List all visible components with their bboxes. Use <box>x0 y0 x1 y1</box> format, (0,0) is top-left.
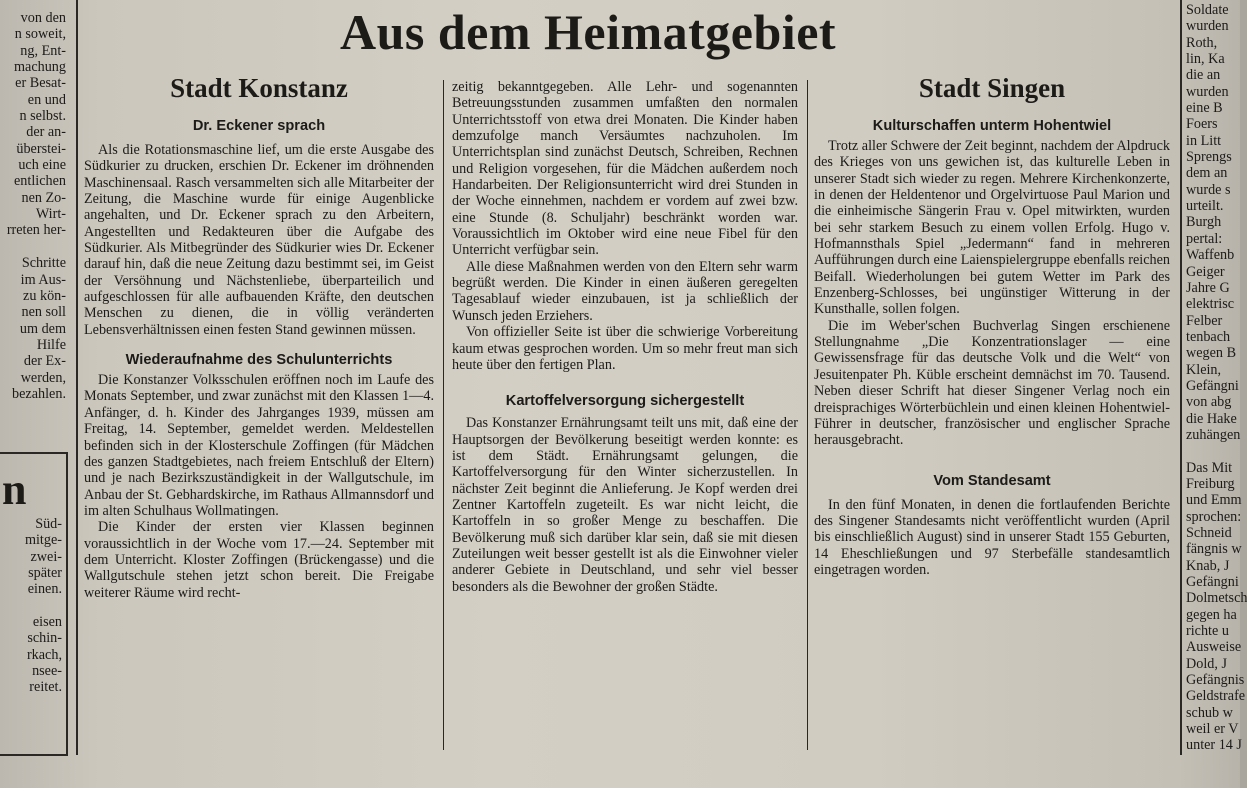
edge-text-line: im Aus- <box>20 271 66 288</box>
article-title-schulunterricht: Wiederaufnahme des Schulunterrichts <box>125 352 393 369</box>
column-rule <box>1180 0 1182 755</box>
edge-text-line: dem an <box>1186 165 1228 182</box>
column-singen <box>814 72 1170 762</box>
edge-text-line <box>0 239 66 255</box>
edge-text-line: reitet. <box>29 679 62 696</box>
edge-text-line: Freiburg <box>1186 475 1235 492</box>
left-edge-column <box>0 10 66 450</box>
edge-text-line: gegen ha <box>1186 606 1237 623</box>
edge-text-line: Felber <box>1186 312 1223 329</box>
edge-text-line: werden, <box>20 369 66 386</box>
edge-text-line <box>1186 443 1240 459</box>
edge-text-line: Süd- <box>35 516 62 532</box>
edge-text-line: eisen <box>32 614 62 631</box>
edge-text-line: um dem <box>19 320 66 337</box>
edge-text-line: nsee- <box>32 663 62 680</box>
edge-text-line: fängnis w <box>1186 541 1242 558</box>
page-title: Aus dem Heimatgebiet <box>340 4 837 60</box>
edge-text-line: von den <box>20 10 66 26</box>
edge-text-line: überstei- <box>16 140 66 157</box>
edge-text-line: Gefängni <box>1186 377 1239 394</box>
edge-text-line: Schritte <box>21 255 66 272</box>
edge-text-line: tenbach <box>1186 328 1231 345</box>
edge-text-line: Wirt- <box>35 206 66 223</box>
column-rule <box>807 80 808 750</box>
edge-text-line: Roth, <box>1186 34 1218 51</box>
section-heading-singen: Stadt Singen <box>918 73 1066 103</box>
article-body-schulunterricht-continued: zeitig bekanntgegeben. Alle Lehr- und sogenannten Betreuungsstunden zusammen umfaßten den normalen Unterrichtsstoff von etwa drei Monaten. Die Kinder haben demzufolge manch Versäumtes nachzuholen. Im Unterrichtsplan sind zunächst Deutsch, Schreiben, Rechnen und Religion vorgesehen, für die Mädchen außerdem noch Handarbeiten. Der Religionsunterricht wird drei Stunden in der Woche einnehmen, nachdem er vordem auf zwei bzw. eine Stunde (8. Schuljahr) beschränkt worden war. Voraussichtlich im Oktober wird eine neue Fibel für den Unterricht verfügbar sein. Alle diese Maßnahmen werden von den Eltern sehr warm begrüßt werden. Die Kinder in einen äußeren geregelten Tagesablauf wieder einzubauen, ist ja schließlich der Wunsch jeden Erziehers. Von offizieller Seite ist über die schwierige Vorbereitung kaum etwas gesprochen worden. Um so mehr freut man sich heute über den fertigen Plan. <box>452 79 798 373</box>
column-rule <box>76 0 78 755</box>
edge-text-line: wurden <box>1186 83 1229 100</box>
edge-text-line: Ausweise <box>1186 639 1242 656</box>
edge-text-line: Gefängnis <box>1186 672 1245 689</box>
article-title-standesamt: Vom Standesamt <box>933 472 1051 489</box>
edge-text-line: die an <box>1186 67 1221 84</box>
edge-text-line: wurde s <box>1186 181 1231 198</box>
edge-text-line: Das Mit <box>1186 459 1233 476</box>
edge-text-line: schin- <box>27 630 62 647</box>
edge-text-line: Foers <box>1186 116 1218 133</box>
edge-text-line: Gefängni <box>1186 574 1239 591</box>
edge-text-line: in Litt <box>1186 132 1222 149</box>
column-rule <box>443 80 444 750</box>
edge-text-line: zu kön- <box>23 287 66 304</box>
edge-text-line: wegen B <box>1186 345 1237 362</box>
edge-text-line: zwei- <box>30 548 62 565</box>
left-box-big-letter: n <box>2 465 27 514</box>
article-body-schulunterricht: Die Konstanzer Volksschulen eröffnen noch im Laufe des Monats September, und zwar zunächst mit den Klassen 1—4. Anfänger, d. h. Kinder des Jahrganges 1939, müssen am Freitag, 14. September, gemeldet werden. Meldestellen befinden sich in der Klosterschule Zoffingen (für Mädchen des ganzen Stadtgebietes, nach freiem Entschluß der Eltern) und je nach Bezirkszuständigkeit in der Wallgutschule, im Anbau der St. Gebhardskirche, im Rathaus Allmannsdorf und im alten Schulhaus Wollmatingen. Die Kinder der ersten vier Klassen beginnen voraussichtlich in der Woche vom 17.—24. September mit dem Unterricht. Kloster Zoffingen (Brückengasse) und die Wallgutschule stehen jetzt schon bereit. Die Freigabe weiterer Räume wird recht- <box>84 372 434 601</box>
edge-text-line: zuhängen <box>1186 426 1241 443</box>
edge-text-line: Soldate <box>1186 2 1229 18</box>
article-title-eckener: Dr. Eckener sprach <box>192 118 326 134</box>
edge-text-line: rreten her- <box>6 222 66 239</box>
edge-text-line: unter 14 J <box>1186 737 1242 754</box>
edge-text-line: Dolmetsch <box>1186 590 1247 607</box>
edge-text-line: Sprengs <box>1186 149 1232 166</box>
edge-text-line: rkach, <box>26 646 62 663</box>
edge-text-line: nen soll <box>21 304 66 321</box>
edge-text-line: pertal: <box>1186 230 1223 247</box>
article-body-standesamt: In den fünf Monaten, in denen die fortlaufenden Berichte des Singener Standesamts nicht veröffentlicht wurden (April bis einschließlich August) sind in unserer Stadt 155 Geburten, 14 Eheschließungen und 97 Sterbefälle standesamtlich eingetragen worden. <box>814 496 1170 578</box>
edge-text-line: en und <box>27 91 66 108</box>
edge-text-line: Geiger <box>1186 263 1225 280</box>
edge-text-line: Geldstrafe <box>1186 688 1246 705</box>
edge-text-line: Burgh <box>1186 214 1222 231</box>
edge-text-line: urteilt. <box>1186 198 1224 215</box>
edge-text-line: Knab, J <box>1186 557 1230 574</box>
edge-text-line: er Besat- <box>15 75 66 92</box>
right-edge-column <box>1186 2 1247 758</box>
edge-text-line: Hilfe <box>36 336 66 353</box>
edge-text-line: die Hake <box>1186 410 1237 427</box>
column-konstanz <box>84 72 434 757</box>
edge-text-line: Klein, <box>1186 361 1222 378</box>
edge-text-line: n selbst. <box>19 108 66 125</box>
edge-text-line <box>0 598 66 614</box>
edge-text-line: elektrisc <box>1186 296 1235 313</box>
edge-text-line: entlichen <box>14 173 66 190</box>
edge-text-line: mitge- <box>24 532 62 549</box>
column-middle <box>452 79 798 759</box>
edge-text-line: eine B <box>1186 100 1223 117</box>
edge-text-line: richte u <box>1186 623 1229 640</box>
section-heading-konstanz: Stadt Konstanz <box>170 73 348 103</box>
article-title-kulturschaffen: Kulturschaffen unterm Hohentwiel <box>872 118 1112 134</box>
edge-text-line: ng, Ent- <box>20 42 66 59</box>
article-body-kartoffelversorgung: Das Konstanzer Ernährungsamt teilt uns mit, daß eine der Hauptsorgen der Bevölkerung beseitigt werden konnte: es ist dem Städt. Ernährungsamt gelungen, die Kartoffelversorgung für den Winter sicherzustellen. In nächster Zeit beginnt die Anlieferung. Je Kopf werden drei Zentner Kartoffeln zugeteilt. Es war nicht leicht, die Kartoffeln in so großer Menge zu beschaffen. Die Bevölkerung muß sich darüber klar sein, daß sie mit diesen Zuteilungen weit besser gestellt ist als die Einwohner vieler anderer Gebiete in Deutschland, und sehr viel besser besonders als die Bewohner der großen Städte. <box>452 415 798 595</box>
edge-text-line: von abg <box>1186 394 1232 411</box>
edge-text-line: weil er V <box>1186 721 1239 738</box>
edge-text-line: lin, Ka <box>1186 51 1225 68</box>
edge-text-line: Dold, J <box>1186 655 1227 672</box>
edge-text-line: schub w <box>1186 704 1233 721</box>
edge-text-line: nen Zo- <box>21 189 66 206</box>
edge-text-line: n soweit, <box>14 26 66 43</box>
edge-text-line: später <box>28 565 62 582</box>
article-body-kulturschaffen: Trotz aller Schwere der Zeit beginnt, nachdem der Alpdruck des Krieges von uns gewichen ist, das kulturelle Leben in unserer Stadt sich wieder zu regen. Mehrere Kirchenkonzerte, in denen der Heldentenor und Orgelvirtuose Paul Marion und die einheimische Sängerin Frau v. Opel mitwirkten, wurden bei sehr starkem Besuch zu einem vollen Erfolg. Hugo v. Hofmannsthals Spiel „Jedermann“ fand in mehreren Aufführungen durch eine Laienspielergruppe ebenfalls reichen Beifall. Wiederholungen bei gutem Wetter im Park des Enzenberg-Schlosses, bei ungünstiger Witterung in der Kunsthalle, sollen folgen. Die im Weber'schen Buchverlag Singen erschienene Stellungnahme „Die Konzentrationslager — eine Gewissensfrage für das deutsche Volk und die Welt“ von Jesuitenpater Ph. Küble erscheint demnächst im 70. Tausend. Neben dieser Schrift hat dieser Singener Verlag noch ein dreisprachiges Wörterbüchlein und einen kleinen Hohentwiel-Führer in deutscher, französischer und englischer Sprache herausgebracht. <box>814 138 1170 449</box>
edge-text-line: einen. <box>27 581 62 598</box>
edge-text-line: wurden <box>1186 18 1229 35</box>
edge-text-line: der Ex- <box>23 353 66 370</box>
edge-text-line: und Emm <box>1186 492 1242 509</box>
edge-text-line: bezahlen. <box>12 385 66 402</box>
article-body-eckener: Als die Rotationsmaschine lief, um die erste Ausgabe des Südkurier zu drucken, erschien Dr. Eckener im dröhnenden Maschinensaal. Rasch versammelten sich alle Mitarbeiter der Zeitung, die Maschine wurde für einige Augenblicke angehalten, und Dr. Eckener sprach zu den Arbeitern, Angestellten und Redakteuren über die Aufgabe des Südkurier. Als Mitbegründer des Südkurier wies Dr. Eckener darauf hin, daß die neue Zeitung dazu bestimmt sei, im Geist der Versöhnung und Nächstenliebe, überparteilich und aufgeschlossen für alle aufbauenden Kräfte, den deutschen Menschen zu dienen, die in völlig veränderten Lebensverhältnissen einen festen Stand gewinnen müssen. <box>84 142 434 338</box>
edge-text-line: Jahre G <box>1186 279 1230 296</box>
article-title-kartoffelversorgung: Kartoffelversorgung sichergestellt <box>505 393 745 410</box>
edge-text-line: sprochen: <box>1186 508 1242 525</box>
edge-text-line: der an- <box>26 124 66 141</box>
left-edge-box <box>0 452 68 756</box>
edge-text-line: machung <box>13 59 66 76</box>
edge-text-line: uch eine <box>18 157 66 174</box>
edge-text-line: Waffenb <box>1186 247 1235 264</box>
edge-text-line: Schneid <box>1186 525 1232 541</box>
